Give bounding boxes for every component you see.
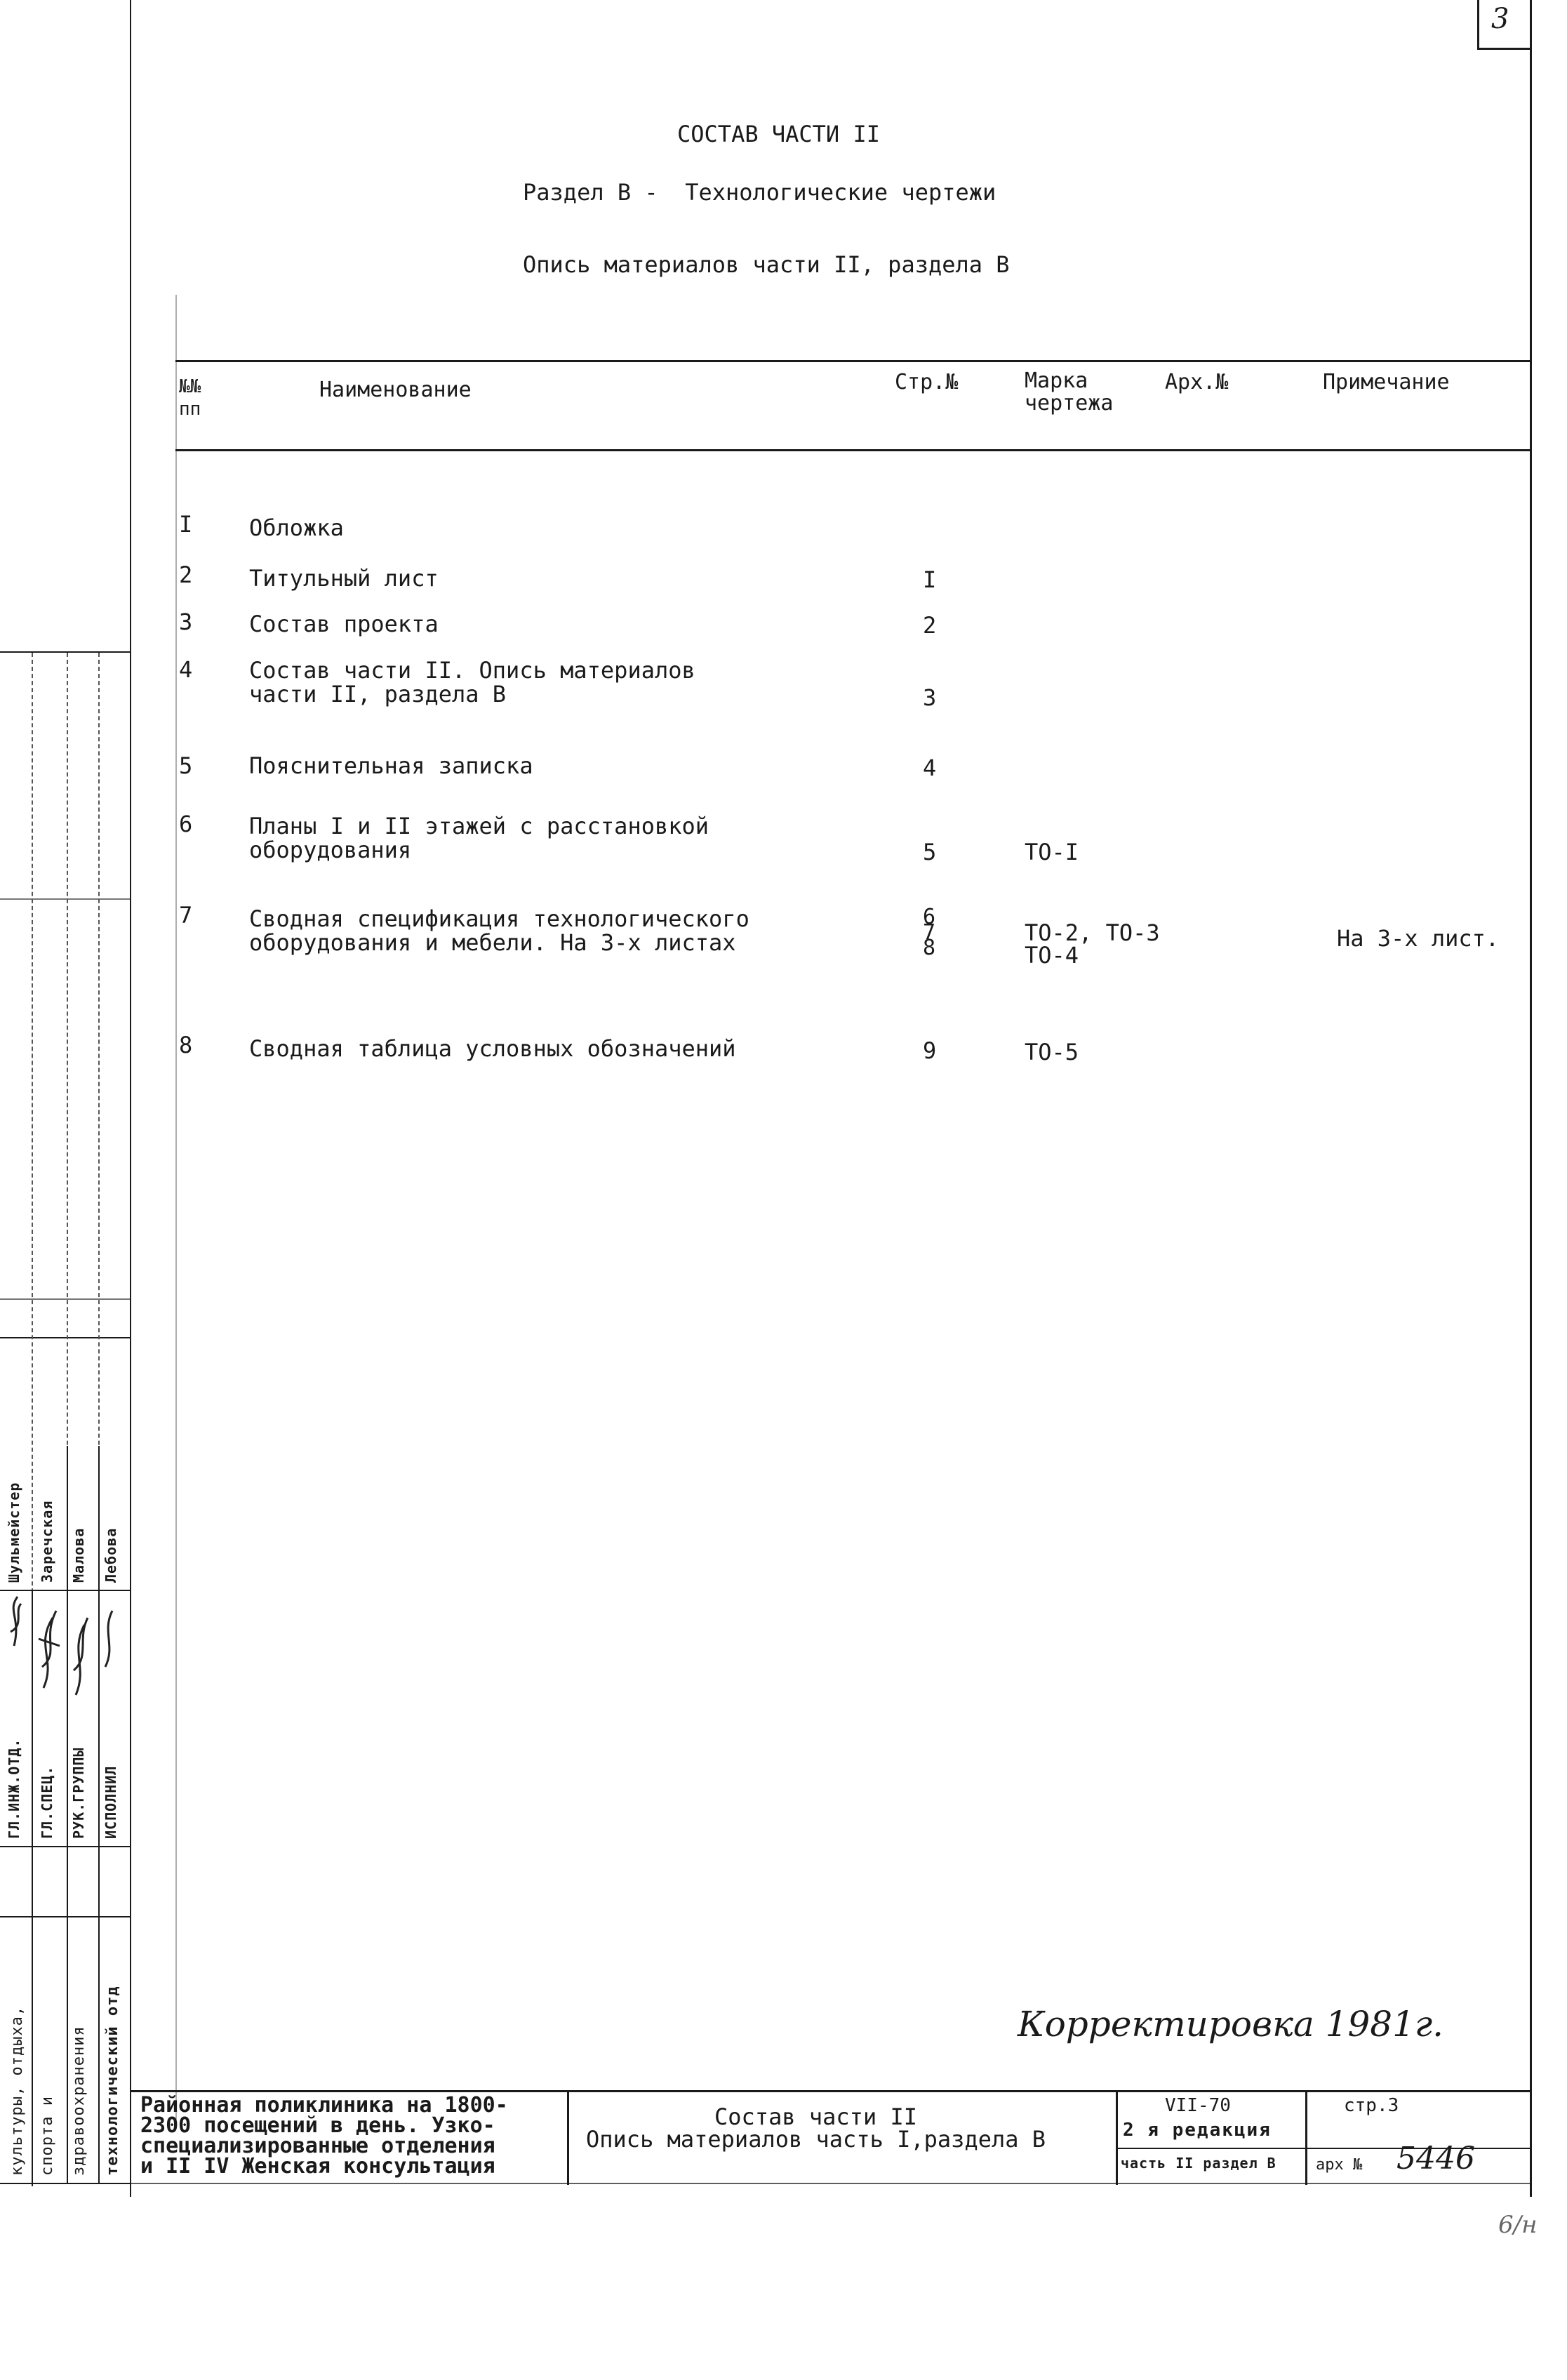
frame-left-border [130, 0, 131, 2197]
row-page: 9 [923, 1037, 937, 1064]
margin-org-line: здравоохранения [70, 2026, 88, 2176]
row-number: 4 [179, 656, 193, 683]
margin-rule [0, 1846, 130, 1847]
row-name: Обложка [249, 514, 344, 541]
part-section: часть II раздел В [1121, 2155, 1276, 2172]
margin-rule [0, 651, 130, 653]
frame-left-margin-rule [175, 295, 177, 2120]
row-mark: ТО-I [1025, 839, 1079, 865]
row-number: 3 [179, 609, 193, 635]
row-number: 8 [179, 1032, 193, 1058]
row-name: Титульный лист [249, 565, 439, 592]
drawing-code: VII-70 [1165, 2095, 1231, 2116]
title-block-divider [1305, 2090, 1307, 2185]
row-name: Состав проекта [249, 611, 439, 637]
margin-role: ИСПОЛНИЛ [102, 1765, 119, 1839]
table-header-rule [175, 449, 1530, 451]
row-name: Планы I и II этажей с расстановкой оборудования [249, 813, 709, 863]
row-number: 5 [179, 752, 193, 779]
row-name: Сводная таблица условных обозначений [249, 1035, 736, 1062]
margin-role: РУК.ГРУППЫ [70, 1747, 87, 1839]
margin-name: Заречская [39, 1500, 55, 1583]
page-title: СОСТАВ ЧАСТИ II [677, 121, 880, 147]
corner-box-left [1477, 0, 1479, 49]
column-header-mark: Марка чертежа [1025, 368, 1114, 415]
margin-name: Малова [70, 1527, 87, 1583]
table-top-rule [175, 360, 1530, 362]
row-name: Состав части II. Опись материалов части II, раздела В [249, 657, 695, 707]
row-number: 6 [179, 811, 193, 837]
margin-org-line: культуры, отдыха, [8, 2005, 26, 2176]
arch-number: 5446 [1396, 2141, 1475, 2176]
page-label: стр.3 [1344, 2095, 1399, 2116]
row-note: На 3-х лист. [1337, 925, 1500, 952]
edition: 2 я редакция [1123, 2120, 1272, 2141]
row-page: 4 [923, 754, 937, 781]
title-block-divider [1116, 2090, 1118, 2185]
margin-rule [0, 1298, 130, 1300]
margin-role: ГЛ.ИНЖ.ОТД. [6, 1738, 22, 1839]
margin-org-line: спорта и [39, 2096, 56, 2176]
row-page: 6 7 8 [923, 905, 936, 960]
row-number: 2 [179, 561, 193, 588]
column-header-name: Наименование [319, 378, 472, 402]
margin-name: Лебова [102, 1527, 119, 1583]
sheet-number-corner: 3 [1491, 3, 1509, 35]
margin-rule [0, 898, 130, 900]
row-mark: ТО-5 [1025, 1039, 1079, 1065]
row-page: I [923, 566, 937, 593]
row-name: Пояснительная записка [249, 752, 533, 779]
margin-org-line: технологический отд [104, 1986, 121, 2176]
column-header-arch: Арх.№ [1165, 370, 1229, 394]
sheet-title: Состав части II Опись материалов часть I,раздела В [586, 2103, 1046, 2153]
margin-rule [0, 1916, 130, 1917]
row-page: 2 [923, 612, 937, 639]
row-number: 7 [179, 902, 193, 929]
margin-rule [0, 1337, 130, 1338]
title-block-divider [567, 2090, 569, 2185]
column-header-page: Стр.№ [895, 370, 959, 394]
section-title: Раздел В - Технологические чертежи [523, 179, 996, 206]
title-block-top-rule [130, 2090, 1532, 2092]
arch-label: арх № [1316, 2156, 1363, 2174]
margin-name: Шульмейстер [6, 1482, 22, 1583]
project-name: Районная поликлиника на 1800- 2300 посещений в день. Узко- специализированные отделения и II IV Женская консультация [140, 2093, 508, 2179]
margin-rule [0, 2183, 130, 2184]
subtitle: Опись материалов части II, раздела В [523, 251, 1010, 278]
row-number: I [179, 511, 193, 538]
frame-right-border [1530, 0, 1532, 2197]
row-page: 5 [923, 839, 937, 865]
signature-marks [0, 1590, 130, 1846]
row-name: Сводная спецификация технологического оборудования и мебели. На 3-х листах [249, 905, 749, 956]
margin-role: ГЛ.СПЕЦ. [39, 1765, 55, 1839]
title-block-bottom-rule [130, 2183, 1532, 2184]
row-page: 3 [923, 684, 937, 711]
corner-box-bottom [1477, 48, 1532, 50]
correction-note: Корректировка 1981г. [1018, 2004, 1444, 2045]
row-mark: ТО-2, ТО-3 ТО-4 [1025, 919, 1160, 969]
bottom-handwritten-mark: 6/н [1498, 2211, 1538, 2239]
column-header-num: №№ пп [179, 376, 201, 420]
column-header-note: Примечание [1323, 370, 1450, 394]
